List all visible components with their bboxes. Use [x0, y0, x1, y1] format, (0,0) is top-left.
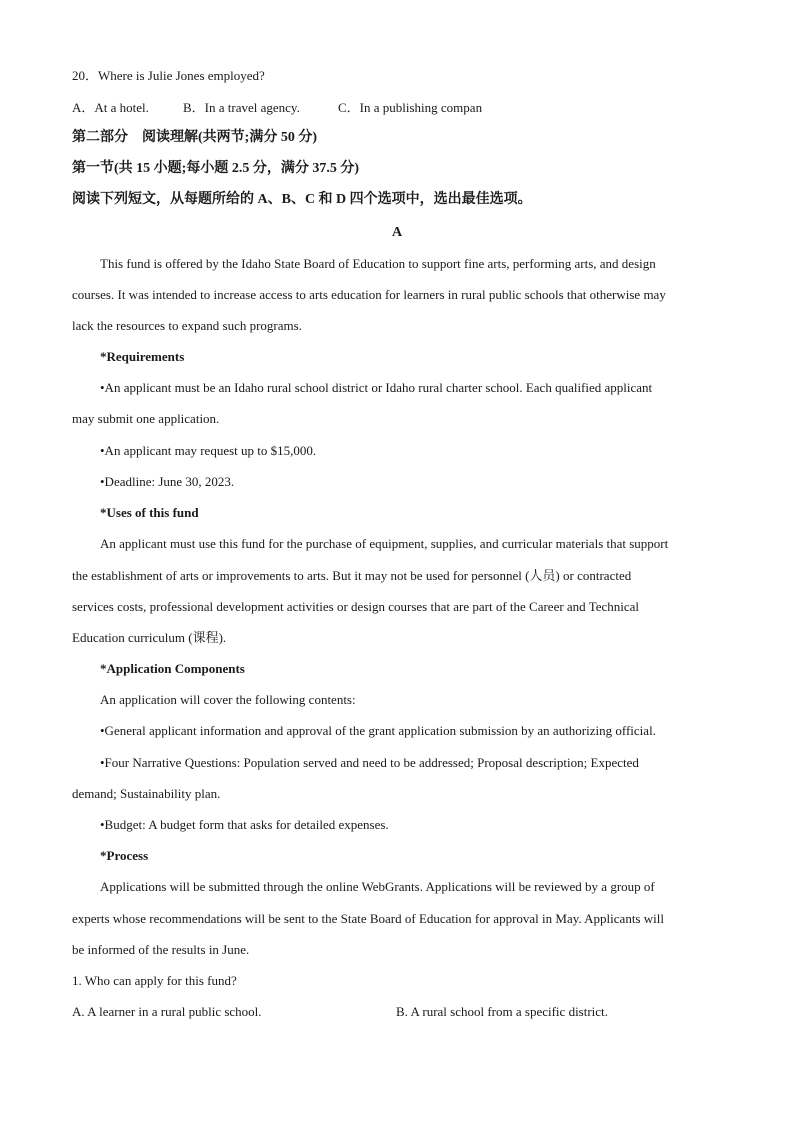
uses-heading: *Uses of this fund — [100, 505, 199, 520]
requirements-line: •Deadline: June 30, 2023. — [100, 474, 235, 489]
components-line: •Four Narrative Questions: Population served and need to be addressed; Proposal description; Expected — [100, 755, 639, 770]
q20-option-c: C．In a publishing compan — [338, 100, 483, 115]
process-line: be informed of the results in June. — [72, 942, 250, 957]
components-line: •Budget: A budget form that asks for detailed expenses. — [100, 817, 389, 832]
uses-line: services costs, professional development activities or design courses that are part of the Career and Technical — [72, 599, 640, 614]
requirements-line: may submit one application. — [72, 411, 220, 426]
components-line: An application will cover the following contents: — [100, 692, 356, 707]
components-heading: *Application Components — [100, 661, 245, 676]
requirements-line: •An applicant must be an Idaho rural school district or Idaho rural charter school. Each qualified applicant — [100, 380, 653, 395]
passage-line: lack the resources to expand such programs. — [72, 318, 302, 333]
instructions: 阅读下列短文，从每题所给的 A、B、C 和 D 四个选项中，选出最佳选项。 — [72, 192, 532, 207]
passage-label: A — [391, 225, 403, 240]
question-1: 1. Who can apply for this fund? — [72, 973, 237, 988]
part-1-title: 第一节(共 15 小题;每小题 2.5 分，满分 37.5 分) — [72, 161, 359, 176]
passage-line: This fund is offered by the Idaho State Board of Education to support fine arts, performing arts, and design — [100, 256, 656, 271]
q20-option-a: A．At a hotel. — [72, 100, 149, 115]
components-line: •General applicant information and approval of the grant application submission by an authorizing official. — [100, 723, 656, 738]
uses-line: the establishment of arts or improvements to arts. But it may not be used for personnel (人员) or contracted — [72, 568, 632, 583]
uses-line: An applicant must use this fund for the purchase of equipment, supplies, and curricular materials that support — [100, 536, 669, 551]
passage-line: courses. It was intended to increase access to arts education for learners in rural public schools that otherwise may — [72, 287, 666, 302]
components-line: demand; Sustainability plan. — [72, 786, 221, 801]
q1-option-b: B. A rural school from a specific district. — [396, 1004, 608, 1019]
requirements-line: •An applicant may request up to $15,000. — [100, 443, 317, 458]
requirements-heading: *Requirements — [100, 349, 185, 364]
question-20: 20．Where is Julie Jones employed? — [72, 68, 265, 83]
process-line: Applications will be submitted through the online WebGrants. Applications will be reviewed by a group of — [100, 879, 655, 894]
process-heading: *Process — [100, 848, 149, 863]
uses-line: Education curriculum (课程). — [72, 630, 227, 645]
process-line: experts whose recommendations will be sent to the State Board of Education for approval in May. Applicants will — [72, 911, 664, 926]
section-2-title: 第二部分 阅读理解(共两节;满分 50 分) — [72, 130, 317, 145]
q1-option-a: A. A learner in a rural public school. — [72, 1004, 262, 1019]
q20-option-b: B．In a travel agency. — [183, 100, 300, 115]
